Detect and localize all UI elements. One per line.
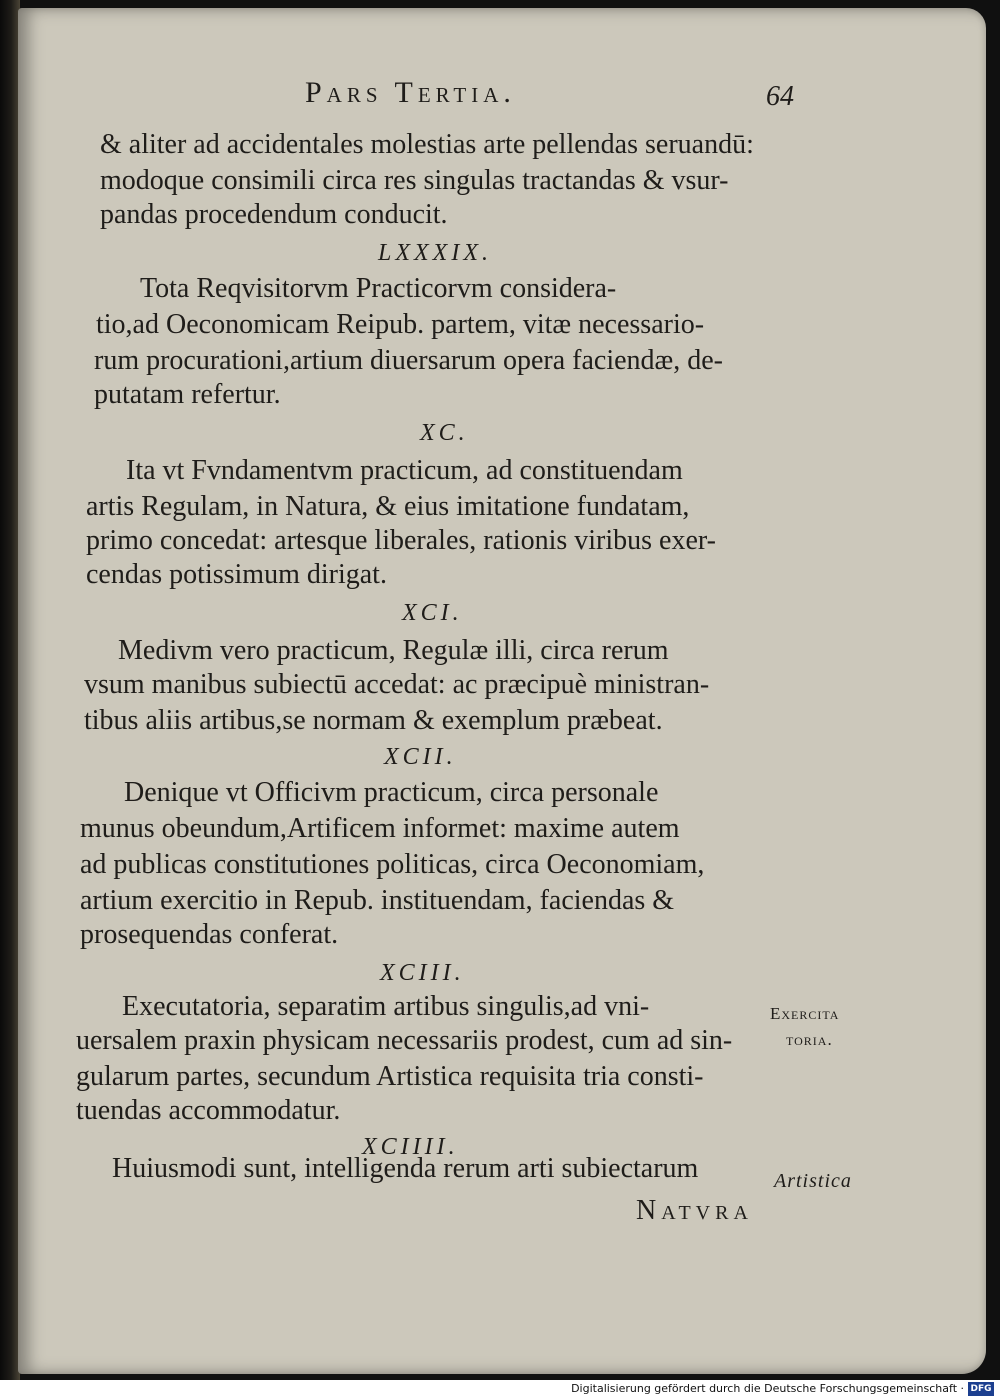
- footer-bar: [0, 1380, 1000, 1400]
- margin-note-artistica: Artistica: [774, 1170, 852, 1192]
- text-line-15: Denique vt Officivm practicum, circa personale: [124, 777, 659, 808]
- dfg-logo: DFG: [968, 1382, 994, 1396]
- text-line-24: Huiusmodi sunt, intelligenda rerum arti subiectarum: [112, 1153, 699, 1184]
- book-spine: [0, 0, 20, 1380]
- margin-note-exercitatoria-2: toria.: [786, 1030, 833, 1049]
- text-line-23: tuendas accommodatur.: [76, 1095, 341, 1126]
- text-line-22: gularum partes, secundum Artistica requisita tria consti-: [76, 1061, 704, 1092]
- text-line-21: uersalem praxin physicam necessariis prodest, cum ad sin-: [76, 1025, 733, 1056]
- text-line-13: vsum manibus subiectū accedat: ac præcipuè ministran-: [84, 669, 710, 700]
- page-number: 64: [766, 81, 794, 112]
- section-number-91: XCI.: [402, 600, 463, 626]
- text-line-10: primo concedat: artesque liberales, rationis viribus exer-: [86, 525, 716, 556]
- text-line-9: artis Regulam, in Natura, & eius imitatione fundatam,: [86, 491, 690, 522]
- margin-note-exercitatoria-1: Exercita: [770, 1004, 840, 1023]
- text-line-2: modoque consimili circa res singulas tractandas & vsur-: [100, 165, 729, 196]
- text-line-11: cendas potissimum dirigat.: [86, 559, 387, 590]
- text-line-19: prosequendas conferat.: [80, 919, 339, 950]
- text-line-3: pandas procedendum conducit.: [100, 199, 448, 230]
- catchword: Natvra: [636, 1195, 753, 1226]
- digitization-credit: Digitalisierung gefördert durch die Deutsche Forschungsgemeinschaft ·: [571, 1382, 964, 1395]
- text-line-4: Tota Reqvisitorvm Practicorvm considera-: [140, 273, 617, 304]
- section-number-89: LXXXIX.: [378, 240, 492, 266]
- text-line-12: Medivm vero practicum, Regulæ illi, circa rerum: [118, 635, 669, 666]
- text-line-1: & aliter ad accidentales molestias arte pellendas seruandū:: [100, 129, 754, 160]
- text-line-17: ad publicas constitutiones politicas, circa Oeconomiam,: [80, 849, 705, 880]
- text-line-16: munus obeundum,Artificem informet: maxime autem: [80, 813, 680, 844]
- text-line-20: Executatoria, separatim artibus singulis,ad vni-: [122, 991, 650, 1022]
- text-line-14: tibus aliis artibus,se normam & exemplum præbeat.: [84, 705, 663, 736]
- text-line-6: rum procurationi,artium diuersarum opera faciendæ, de-: [94, 345, 723, 376]
- section-number-93: XCIII.: [380, 960, 465, 986]
- running-head: Pars Tertia.: [305, 76, 516, 109]
- text-line-7: putatam refertur.: [94, 379, 281, 410]
- section-number-94: XCIIII.: [362, 1134, 459, 1160]
- section-number-92: XCII.: [384, 744, 457, 770]
- section-number-90: XC.: [420, 420, 469, 446]
- text-line-8: Ita vt Fvndamentvm practicum, ad constituendam: [126, 455, 683, 486]
- text-line-18: artium exercitio in Repub. instituendam, faciendas &: [80, 885, 675, 916]
- text-line-5: tio,ad Oeconomicam Reipub. partem, vitæ necessario-: [96, 309, 705, 340]
